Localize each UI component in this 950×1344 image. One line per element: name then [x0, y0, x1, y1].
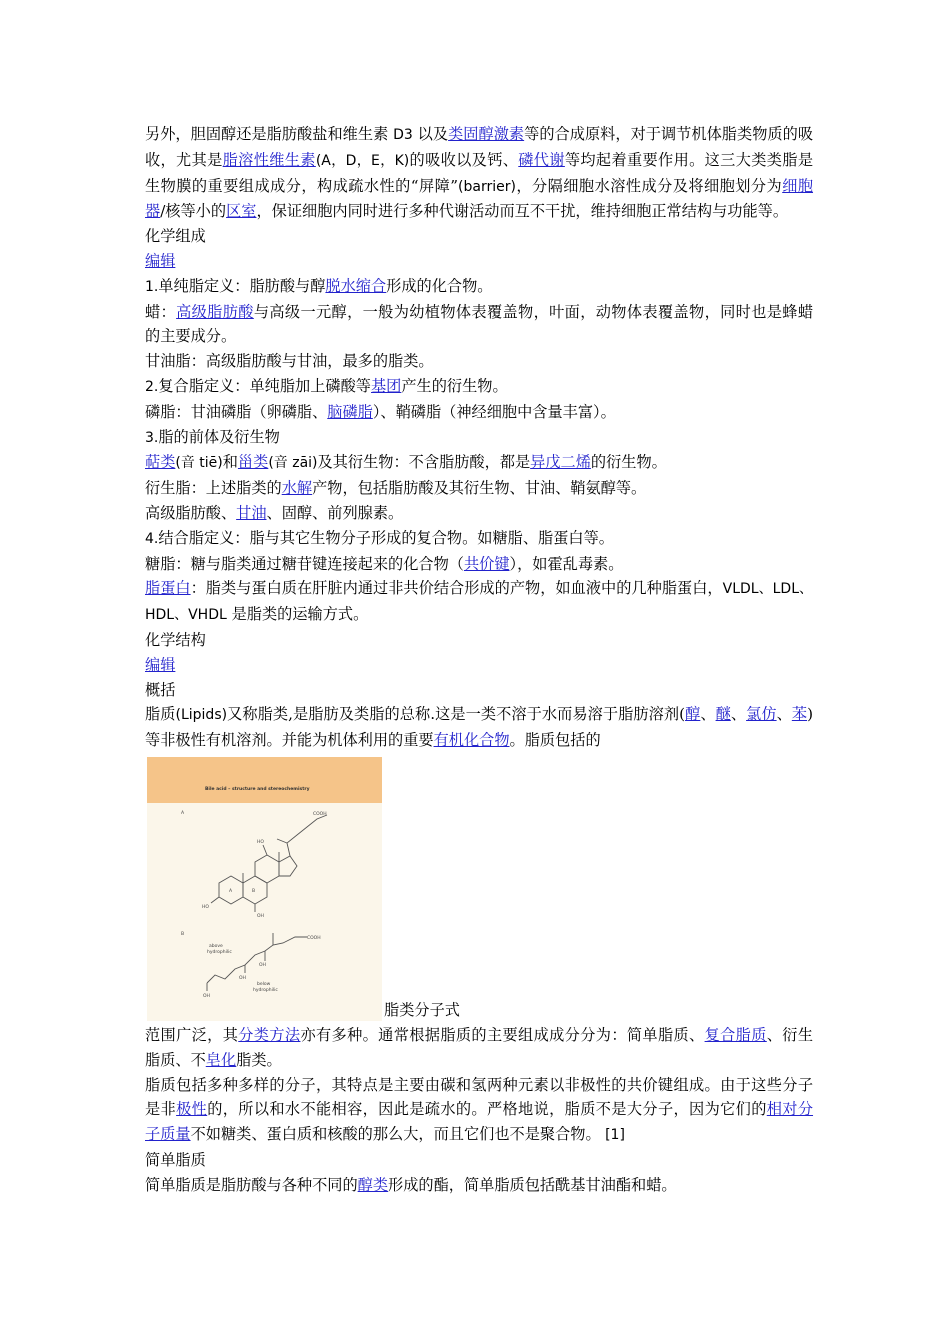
text-lipid-def-8: 、: [776, 705, 792, 724]
link-lipid-def-7[interactable]: 氯仿: [746, 705, 777, 724]
text-heading-chem-composition-0: 化学组成: [145, 227, 206, 246]
paragraph-edit-1: [145, 249, 813, 274]
text-intro-7: 的吸收以及钙、: [409, 150, 519, 169]
text-phospholipid-0: 磷脂：甘油磷脂（卵磷脂、: [145, 402, 328, 421]
paragraph-heading-chem-structure: [145, 628, 813, 653]
link-simple-lipid-1[interactable]: 醇类: [357, 1175, 388, 1194]
hydrophilic-below-label: hydrophilic: [253, 987, 278, 993]
figure-row: [147, 757, 813, 1021]
bile-acid-structure-diagram: [147, 757, 382, 1021]
paragraph-heading-simple-lipid: [145, 1148, 813, 1173]
paragraph-lipid-def: [145, 702, 813, 753]
cooh-label-b: COOH: [307, 935, 321, 941]
text-intro-0: 另外，胆固醇还是脂肪酸盐和维生素: [145, 125, 394, 143]
link-molecules-3[interactable]: 相对分子质量: [145, 1100, 814, 1144]
text-intro-11: ，分隔细胞水溶性成分及将细胞划分为: [515, 176, 783, 195]
document-page: [145, 122, 813, 1198]
figure-caption: 脂类分子式: [384, 1001, 460, 1020]
text-intro-10: (barrier): [458, 178, 516, 195]
text-glycolipid-0: 糖脂：糖与脂类通过糖苷键连接起来的化合物（: [145, 554, 464, 573]
text-intro-6: (A，D，E，K): [315, 152, 410, 169]
link-compound-lipid-def-2[interactable]: 基团: [370, 376, 402, 395]
link-classification-3[interactable]: 复合脂质: [704, 1025, 767, 1044]
link-intro-14[interactable]: 区室: [226, 202, 257, 221]
text-simple-lipid-def-3: 形成的化合物。: [386, 276, 493, 295]
paragraph-heading-overview: [145, 678, 813, 703]
paragraph-compound-lipid-def: [145, 374, 813, 400]
link-lipid-def-9[interactable]: 苯: [791, 705, 808, 724]
link-terpene-3[interactable]: 甾类: [237, 453, 269, 472]
link-higher-fa-1[interactable]: 甘油: [236, 503, 267, 522]
below-label: below: [257, 981, 271, 987]
text-lipid-def-2: 又称脂类,是脂肪及类脂的总称.这是一类不溶于水而易溶于脂肪溶剂(: [227, 705, 686, 724]
paragraph-precursor: [145, 425, 813, 451]
text-terpene-4: (音 zāi): [268, 455, 318, 472]
document-body-bottom: [145, 1023, 813, 1198]
link-classification-5[interactable]: 皂化: [205, 1050, 237, 1069]
oh-label-b3: OH: [203, 993, 210, 999]
paragraph-molecules: [145, 1073, 813, 1148]
link-derived-lipid-1[interactable]: 水解: [281, 479, 313, 498]
text-intro-13: /核等小的: [160, 202, 227, 221]
text-precursor-1: 脂的前体及衍生物: [158, 427, 280, 446]
text-simple-lipid-0: 简单脂质是脂肪酸与各种不同的: [145, 1175, 358, 1194]
link-intro-3[interactable]: 类固醇激素: [448, 125, 525, 143]
paragraph-glycolipid: [145, 552, 813, 577]
text-compound-lipid-def-0: 2.: [145, 378, 159, 395]
text-simple-lipid-def-1: 单纯脂定义：脂肪酸与醇: [158, 276, 326, 295]
text-conjugated-def-0: 4.: [145, 530, 159, 547]
paragraph-simple-lipid: [145, 1173, 813, 1198]
paragraph-edit-2: [145, 653, 813, 678]
link-lipid-def-5[interactable]: 醚: [715, 705, 731, 724]
text-classification-0: 范围广泛，其: [145, 1025, 239, 1044]
text-conjugated-def-1: 结合脂定义：脂与其它生物分子形成的复合物。如糖脂、脂蛋白等。: [158, 528, 614, 547]
link-simple-lipid-def-2[interactable]: 脱水缩合: [325, 276, 387, 295]
text-lipid-def-4: 、: [700, 705, 716, 724]
text-higher-fa-0: 高级脂肪酸、: [145, 503, 237, 522]
ring-a-label: A: [229, 888, 233, 894]
cooh-label-a: COOH: [313, 811, 327, 817]
link-lipid-def-11[interactable]: 有机化合物: [433, 731, 510, 750]
text-higher-fa-2: 、固醇、前列腺素。: [266, 503, 404, 522]
text-precursor-0: 3.: [145, 429, 159, 446]
text-molecules-0: 脂质包括多种多样的分子，其特点是主要由碳和氢两种元素以非极性的共价键组成。由于这些分子是非: [145, 1075, 813, 1119]
link-wax-1[interactable]: 高级脂肪酸: [176, 302, 254, 321]
text-lipid-def-0: 脂质: [145, 705, 176, 724]
text-lipid-def-12: 。脂质包括的: [509, 731, 601, 750]
ho-label-2: HO: [257, 839, 264, 845]
text-molecules-2: 的，所以和水不能相容，因此是疏水的。严格地说，脂质不是大分子，因为它们的: [207, 1100, 767, 1119]
link-lipid-def-3[interactable]: 醇: [685, 705, 701, 724]
text-lipid-def-1: (Lipids): [175, 707, 228, 724]
document-body-top: [145, 122, 813, 753]
text-lipid-def-10: )等非极性有机溶剂。并能为机体利用的重要: [145, 705, 814, 750]
text-classification-6: 脂类。: [236, 1050, 282, 1069]
link-phospholipid-1[interactable]: 脑磷脂: [327, 402, 373, 421]
text-intro-4: 等的合成原料，对于调节机体脂类物质的吸收，尤其是: [145, 125, 814, 169]
text-molecules-4: 不如糖类、蛋白质和核酸的那么大，而且它们也不是聚合物。: [190, 1125, 601, 1144]
link-terpene-0[interactable]: 萜类: [145, 453, 176, 472]
text-intro-9: 等均起着重要作用。这三大类类脂是生物膜的重要组成成分，构成疏水性的“屏障”: [145, 150, 814, 195]
link-classification-1[interactable]: 分类方法: [238, 1025, 301, 1044]
text-classification-2: 亦有多种。通常根据脂质的主要组成成分分为：简单脂质、: [300, 1025, 705, 1044]
paragraph-conjugated-def: [145, 526, 813, 552]
text-heading-overview-0: 概括: [145, 680, 176, 699]
text-classification-4: 、衍生脂质、不: [145, 1025, 814, 1069]
oh-label-a: OH: [257, 913, 264, 919]
paragraph-heading-chem-composition: [145, 224, 813, 249]
link-terpene-6[interactable]: 异戊二烯: [530, 453, 591, 472]
paragraph-terpene: [145, 450, 813, 476]
paragraph-classification: [145, 1023, 813, 1073]
paragraph-phospholipid: [145, 400, 813, 425]
text-intro-2: 以及: [412, 125, 449, 143]
paragraph-wax: [145, 300, 813, 350]
paragraph-derived-lipid: [145, 476, 813, 501]
text-wax-2: 与高级一元醇，一般为幼植物体表覆盖物，叶面，动物体表覆盖物，同时也是蜂蜡的主要成分。: [145, 302, 814, 346]
text-wax-0: 蜡：: [145, 302, 177, 321]
figure-header-text: Bile acid – structure and stereochemistry: [205, 786, 310, 792]
text-terpene-7: 的衍生物。: [590, 453, 667, 472]
link-intro-12[interactable]: 细胞器: [145, 176, 814, 221]
text-glycolipid-2: ），如霍乱毒素。: [509, 554, 624, 573]
text-terpene-2: 和: [222, 453, 238, 472]
link-molecules-1[interactable]: 极性: [176, 1100, 208, 1119]
paragraph-simple-lipid-def: [145, 274, 813, 300]
text-derived-lipid-2: 产物，包括脂肪酸及其衍生物、甘油、鞘氨醇等。: [312, 479, 647, 498]
above-label: above: [209, 943, 223, 949]
oh-label-b1: OH: [239, 975, 246, 981]
text-lipoprotein-1: ：脂类与蛋白质在肝脏内通过非共价结合形成的产物，如血液中的几种脂蛋白，: [190, 579, 723, 598]
text-lipoprotein-2: VLDL、LDL、HDL、VHDL: [145, 581, 814, 624]
ho-label-1: HO: [202, 904, 209, 910]
link-intro-5[interactable]: 脂溶性维生素: [222, 150, 316, 169]
ring-c: [255, 855, 279, 883]
paragraph-higher-fa: [145, 501, 813, 526]
text-lipoprotein-3: 是脂类的运输方式。: [226, 605, 369, 624]
link-lipoprotein-0[interactable]: 脂蛋白: [145, 579, 191, 598]
link-intro-8[interactable]: 磷代谢: [518, 150, 565, 169]
text-simple-lipid-2: 形成的酯，简单脂质包括酰基甘油酯和蜡。: [388, 1175, 677, 1194]
text-terpene-1: (音 tiē): [175, 455, 223, 472]
ring-b-label: B: [252, 888, 256, 894]
text-molecules-5: [1]: [600, 1127, 625, 1144]
text-lipid-def-6: 、: [730, 705, 747, 724]
bile-acid-figure: [147, 757, 382, 1021]
text-phospholipid-2: ）、鞘磷脂（神经细胞中含量丰富）。: [372, 402, 616, 421]
link-edit-2-0[interactable]: 编辑: [145, 655, 176, 674]
text-derived-lipid-0: 衍生脂：上述脂类的: [145, 479, 282, 498]
text-heading-chem-structure-0: 化学结构: [145, 630, 206, 649]
link-edit-1-0[interactable]: 编辑: [145, 251, 176, 270]
hydrophilic-above-label: hydrophilic: [207, 949, 232, 955]
paragraph-intro: [145, 122, 813, 224]
label-a: A: [181, 810, 185, 816]
side-chain: [287, 815, 327, 856]
paragraph-lipoprotein: [145, 576, 813, 628]
text-compound-lipid-def-1: 复合脂定义：单纯脂加上磷酸等: [158, 376, 371, 395]
oh-label-b2: OH: [259, 962, 266, 968]
text-glyceride-0: 甘油脂：高级脂肪酸与甘油，最多的脂类。: [145, 352, 434, 371]
text-compound-lipid-def-3: 产生的衍生物。: [401, 376, 508, 395]
text-intro-15: ，保证细胞内同时进行多种代谢活动而互不干扰，维持细胞正常结构与功能等。: [256, 202, 788, 221]
paragraph-glyceride: [145, 349, 813, 374]
text-simple-lipid-def-0: 1.: [145, 278, 159, 295]
text-heading-simple-lipid-0: 简单脂质: [145, 1150, 206, 1169]
text-intro-1: D3: [393, 127, 413, 143]
label-b: B: [181, 931, 185, 937]
text-terpene-5: 及其衍生物：不含脂肪酸，都是: [317, 453, 531, 472]
ring-d: [279, 856, 297, 876]
link-glycolipid-1[interactable]: 共价键: [463, 554, 510, 573]
